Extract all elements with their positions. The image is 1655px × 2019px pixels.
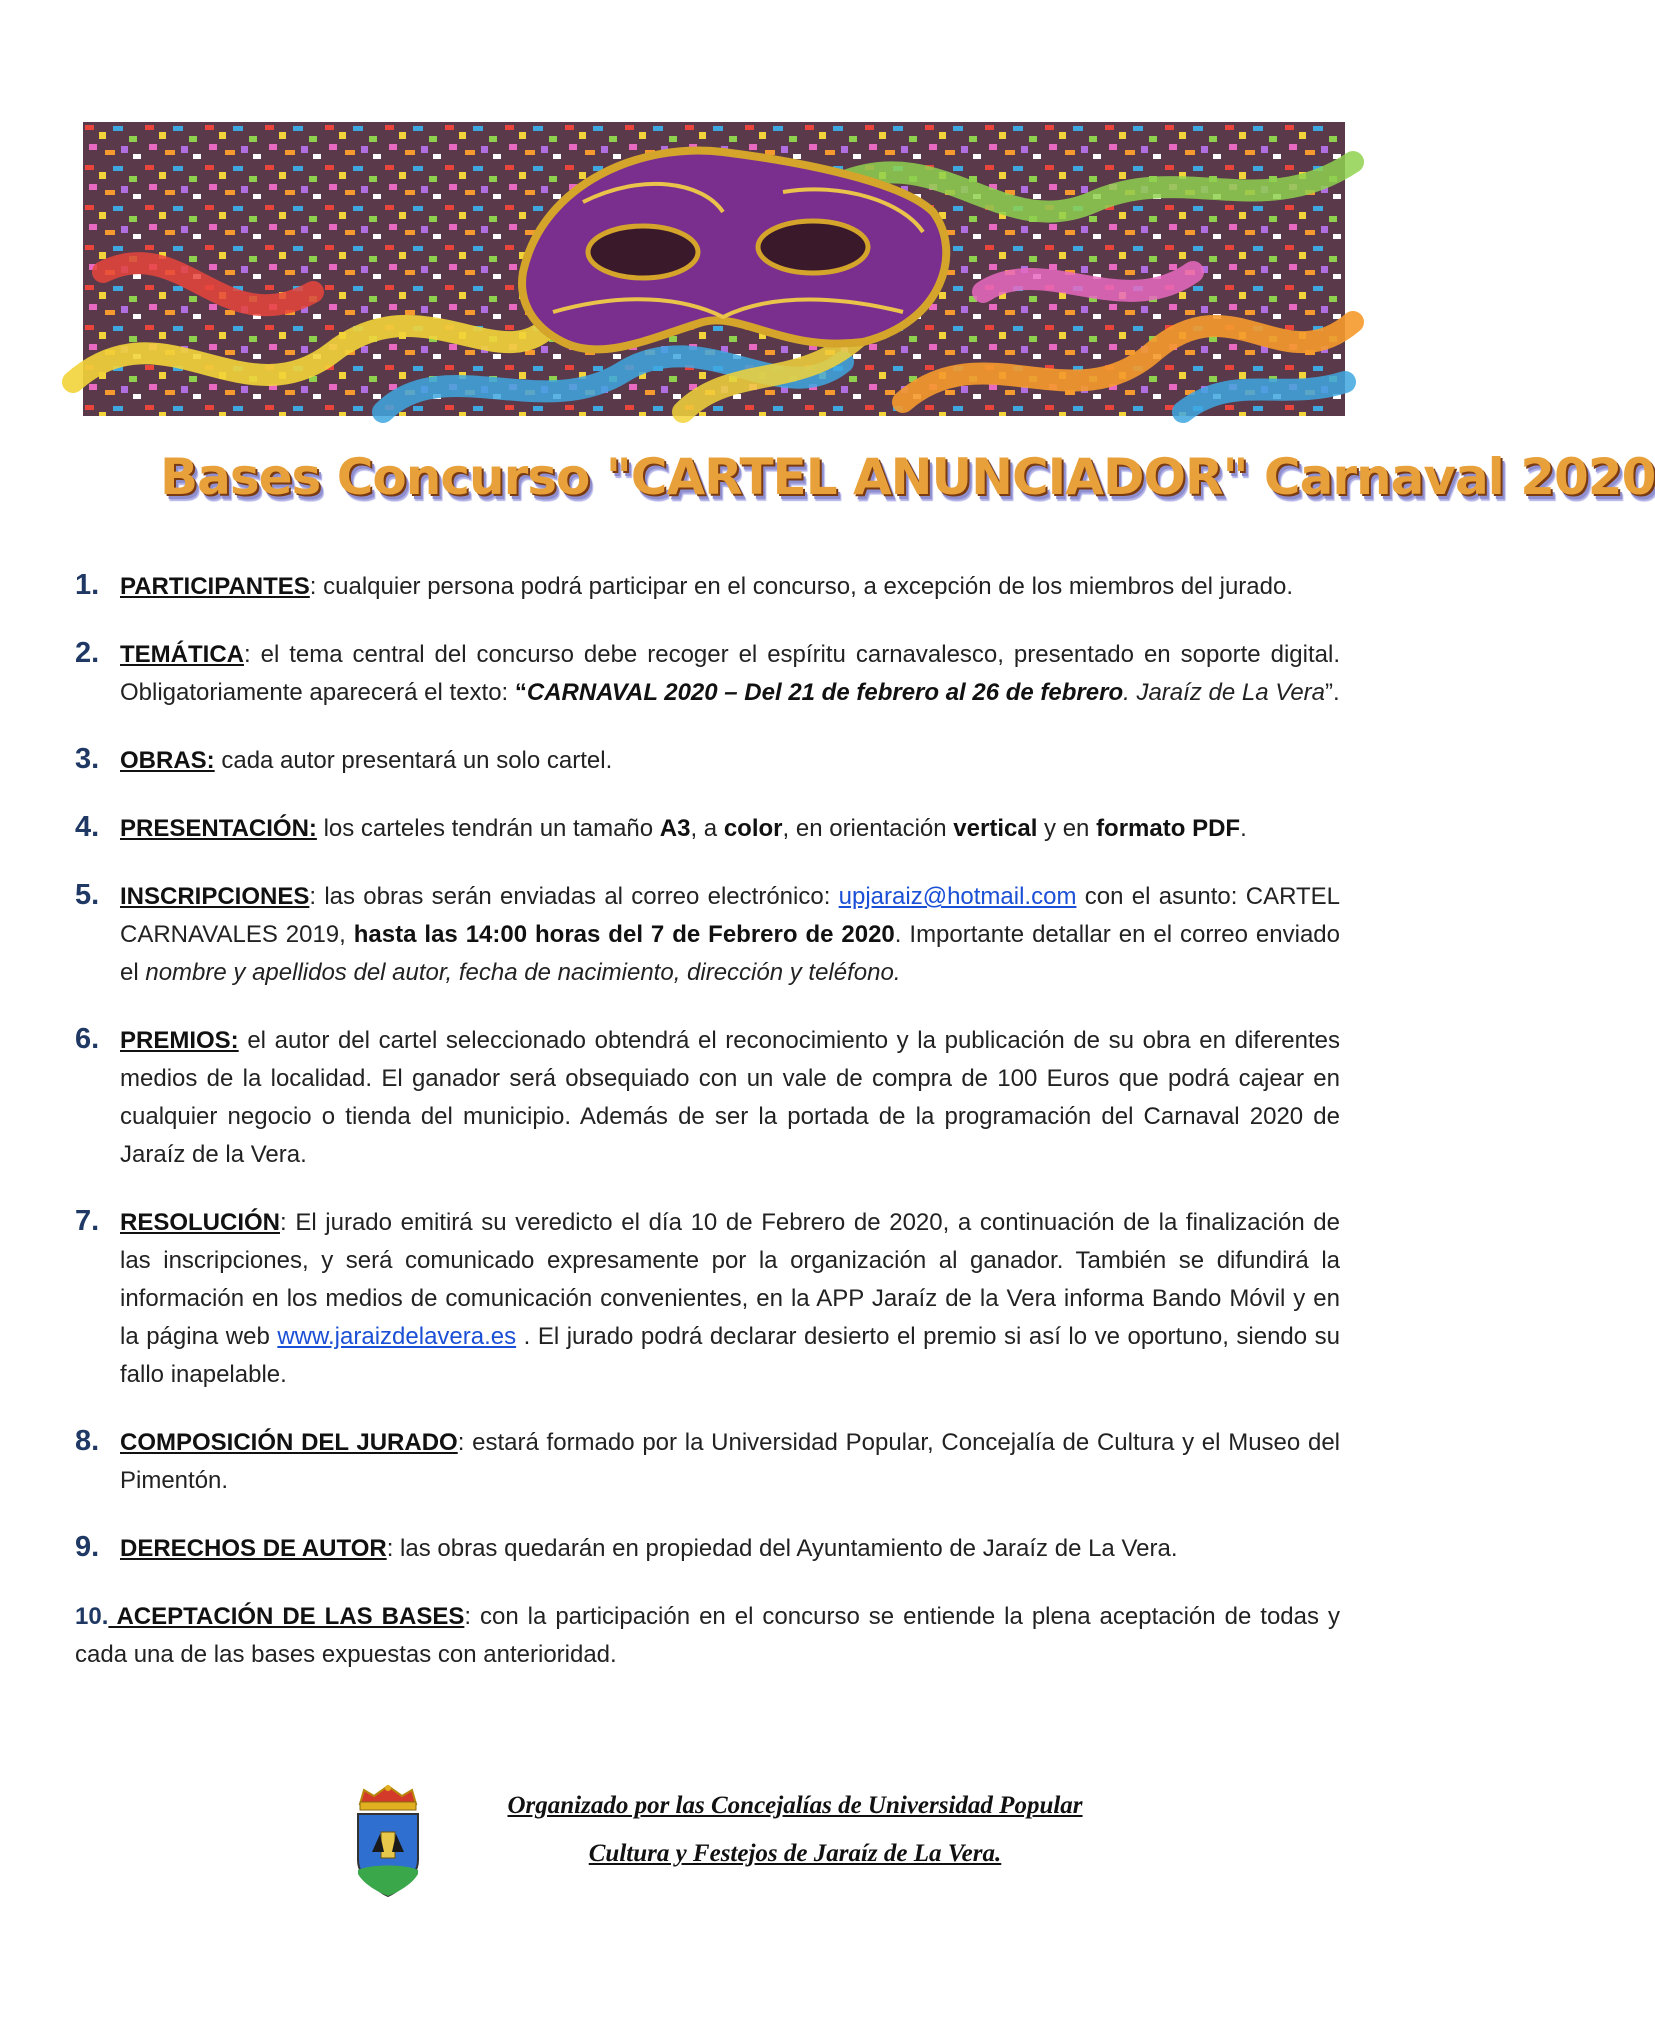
item-text: : las obras serán enviadas al correo electrónico: bbox=[309, 883, 839, 910]
rule-item-resolucion bbox=[75, 1204, 1340, 1394]
item-text: cada autor presentará un solo cartel. bbox=[214, 747, 613, 774]
format-value: formato PDF bbox=[1096, 815, 1241, 842]
rule-item-jurado bbox=[75, 1424, 1340, 1500]
item-heading: PRESENTACIÓN: bbox=[120, 815, 317, 842]
item-heading: COMPOSICIÓN DEL JURADO bbox=[120, 1429, 458, 1456]
size-value: A3 bbox=[659, 815, 691, 842]
rule-item-derechos bbox=[75, 1530, 1340, 1568]
item-number: 8. bbox=[75, 1425, 100, 1457]
rule-item-inscripciones bbox=[75, 878, 1340, 992]
item-heading: PARTICIPANTES bbox=[120, 573, 310, 600]
rule-item-participantes bbox=[75, 568, 1340, 606]
item-number: 4. bbox=[75, 811, 100, 843]
rule-item-tematica bbox=[75, 636, 1340, 712]
item-text: : estará formado por la Universidad Popular, Concejalía de Cultura y el Museo del Pimentón. bbox=[120, 1429, 1340, 1494]
item-number: 5. bbox=[75, 879, 100, 911]
item-heading: TEMÁTICA bbox=[120, 641, 244, 668]
rule-item-presentacion bbox=[75, 810, 1340, 848]
quote-open: “ bbox=[514, 679, 527, 706]
rule-item-premios bbox=[75, 1022, 1340, 1174]
item-text: , en orientación bbox=[782, 815, 954, 842]
item-number: 7. bbox=[75, 1205, 100, 1237]
item-heading: INSCRIPCIONES bbox=[120, 883, 310, 910]
rule-item-obras bbox=[75, 742, 1340, 780]
carnival-mask-banner-image bbox=[83, 122, 1345, 416]
item-text: . bbox=[1240, 815, 1247, 842]
deadline: hasta las 14:00 horas del 7 de Febrero de 2020 bbox=[353, 921, 895, 948]
item-heading: DERECHOS DE AUTOR bbox=[120, 1535, 387, 1562]
item-text: los carteles tendrán un tamaño bbox=[316, 815, 660, 842]
item-text: el autor del cartel seleccionado obtendrá el reconocimiento y la publicación de su obra en diferentes medios de la localidad. El ganador será obsequiado con un vale de compra de 100 Euros que podrá cajear en cualquier negocio o tienda del municipio. Además de ser la portada de la programación del Carnaval 2020 de Jaraíz de la Vera. bbox=[120, 1027, 1340, 1168]
item-text: . El jurado podrá declarar desierto el premio si así lo ve oportuno, siendo su fallo inapelable. bbox=[120, 1323, 1340, 1388]
item-heading: OBRAS: bbox=[120, 747, 215, 774]
required-text-location: . Jaraíz de La Vera bbox=[1123, 679, 1326, 706]
organizer-line-2: Cultura y Festejos de Jaraíz de La Vera. bbox=[588, 1840, 1002, 1867]
item-number: 10. bbox=[75, 1603, 109, 1630]
color-value: color bbox=[723, 815, 783, 842]
item-heading: RESOLUCIÓN bbox=[120, 1209, 281, 1236]
item-text: : el tema central del concurso debe recoger el espíritu carnavalesco, presentado en soporte digital. Obligatoriamente aparecerá el texto: bbox=[120, 641, 1340, 706]
item-heading: PREMIOS: bbox=[120, 1027, 239, 1054]
item-heading: ACEPTACIÓN DE LAS BASES bbox=[108, 1603, 465, 1630]
website-link[interactable]: www.jaraizdelavera.es bbox=[277, 1323, 517, 1350]
item-text: . Importante detallar en el correo enviado el bbox=[120, 921, 1341, 986]
item-number: 1. bbox=[75, 569, 100, 601]
page-title: Bases Concurso "CARTEL ANUNCIADOR" Carnaval 2020 bbox=[160, 448, 1655, 506]
item-text: : cualquier persona podrá participar en el concurso, a excepción de los miembros del jurado. bbox=[309, 573, 1294, 600]
coat-of-arms-logo bbox=[350, 1782, 426, 1900]
organizer-credit bbox=[460, 1782, 1130, 1878]
required-details: nombre y apellidos del autor, fecha de nacimiento, dirección y teléfono. bbox=[145, 959, 901, 986]
item-number: 2. bbox=[75, 637, 100, 669]
item-number: 3. bbox=[75, 743, 100, 775]
orientation-value: vertical bbox=[953, 815, 1038, 842]
item-text: : El jurado emitirá su veredicto el día 10 de Febrero de 2020, a continuación de la finalización de las inscripciones, y será comunicado expresamente por la organización al ganador. También se difundirá la información en los medios de comunicación convenientes, en la APP Jaraíz de la Vera informa Bando Móvil y en la página web bbox=[120, 1209, 1340, 1350]
required-text: CARNAVAL 2020 – Del 21 de febrero al 26 de febrero bbox=[526, 679, 1124, 706]
item-text: : con la participación en el concurso se entiende la plena aceptación de todas y cada una de las bases expuestas con anterioridad. bbox=[75, 1603, 1340, 1668]
email-link[interactable]: upjaraiz@hotmail.com bbox=[838, 883, 1077, 910]
rules-list bbox=[75, 568, 1340, 1704]
item-number: 9. bbox=[75, 1531, 100, 1563]
item-number: 6. bbox=[75, 1023, 100, 1055]
rule-item-aceptacion bbox=[75, 1598, 1340, 1674]
quote-close: ”. bbox=[1325, 679, 1340, 706]
item-text: , a bbox=[690, 815, 724, 842]
item-text: : las obras quedarán en propiedad del Ayuntamiento de Jaraíz de La Vera. bbox=[386, 1535, 1178, 1562]
organizer-line-1: Organizado por las Concejalías de Universidad Popular bbox=[507, 1792, 1083, 1819]
item-text: con el asunto: CARTEL CARNAVALES 2019, bbox=[120, 883, 1340, 948]
item-text: y en bbox=[1037, 815, 1097, 842]
